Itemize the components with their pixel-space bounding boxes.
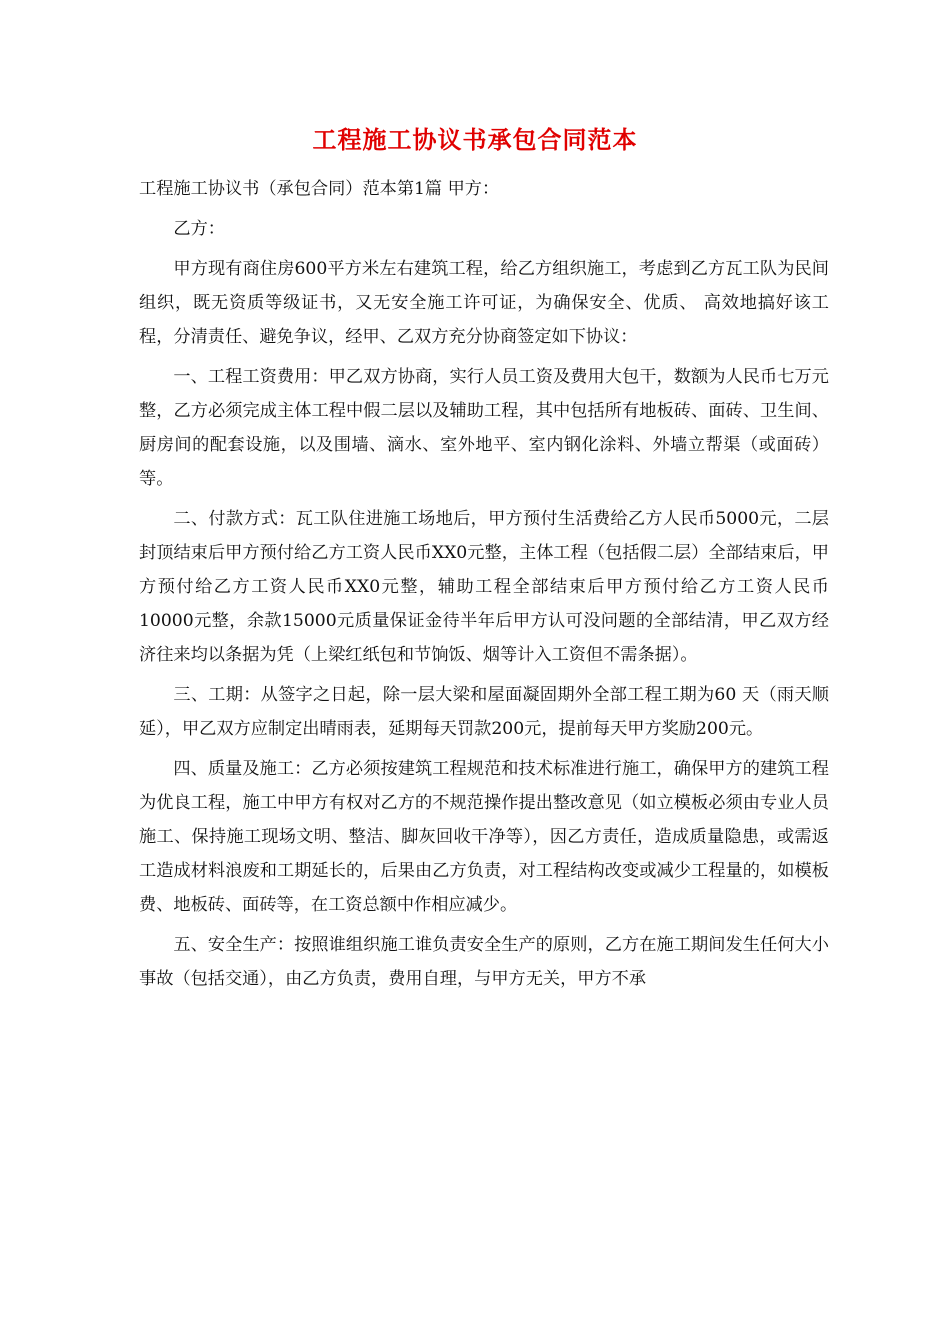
paragraph-clause-1-wages: 一、工程工资费用：甲乙双方协商，实行人员工资及费用大包干，数额为人民币七万元整，乙方必须完成主体工程中假二层以及辅助工程，其中包括所有地板砖、面砖、卫生间、厨房间的配套设施，以及围墙、滴水、室外地平、室内钢化涂料、外墙立帮渠（或面砖）等。 — [139, 367, 829, 489]
paragraph-intro: 甲方现有商住房600平方米左右建筑工程，给乙方组织施工，考虑到乙方瓦工队为民间组织，既无资质等级证书，又无安全施工许可证，为确保安全、优质、 高效地搞好该工程，分清责任、避免争议，经甲、乙双方充分协商签定如下协议： — [139, 259, 829, 347]
paragraph-heading-line: 工程施工协议书（承包合同）范本第1篇 甲方： — [139, 179, 500, 199]
paragraph-clause-5-safety: 五、安全生产：按照谁组织施工谁负责安全生产的原则，乙方在施工期间发生任何大小事故（包括交通），由乙方负责，费用自理，与甲方无关，甲方不承 — [139, 935, 829, 989]
paragraph-clause-4-quality: 四、质量及施工：乙方必须按建筑工程规范和技术标准进行施工，确保甲方的建筑工程为优良工程，施工中甲方有权对乙方的不规范操作提出整改意见（如立模板必须由专业人员施工、保持施工现场文明、整洁、脚灰回收干净等），因乙方责任，造成质量隐患，或需返工造成材料浪废和工期延长的，后果由乙方负责，对工程结构改变或减少工程量的，如模板费、地板砖、面砖等，在工资总额中作相应减少。 — [139, 759, 829, 915]
paragraph-clause-3-schedule: 三、工期：从签字之日起，除一层大梁和屋面凝固期外全部工程工期为60 天（雨天顺延），甲乙双方应制定出晴雨表，延期每天罚款200元，提前每天甲方奖励200元。 — [139, 685, 829, 739]
document-body — [139, 172, 829, 1002]
paragraph-party-b: 乙方： — [173, 219, 225, 239]
paragraph-clause-2-payment: 二、付款方式：瓦工队住进施工场地后，甲方预付生活费给乙方人民币5000元，二层封顶结束后甲方预付给乙方工资人民币XX0元整，主体工程（包括假二层）全部结束后，甲方预付给乙方工资人民币XX0元整，辅助工程全部结束后甲方预付给乙方工资人民币10000元整，余款15000元质量保证金待半年后甲方认可没问题的全部结清，甲乙双方经济往来均以条据为凭（上梁红纸包和节饷饭、烟等计入工资但不需条据）。 — [139, 509, 829, 665]
document-title: 工程施工协议书承包合同范本 — [312, 125, 638, 154]
